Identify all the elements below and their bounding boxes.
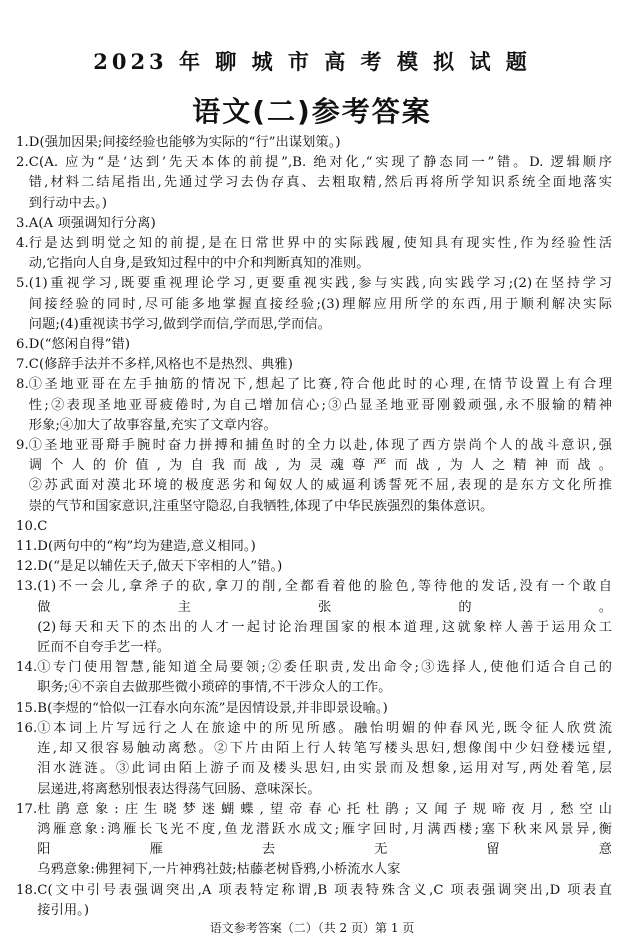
answer-number: 1. bbox=[16, 135, 29, 150]
answer-item bbox=[16, 355, 612, 375]
answer-item bbox=[16, 436, 612, 517]
answer-item bbox=[16, 658, 612, 698]
answer-line: 层递进,将离愁别恨表达得荡气回肠、意味深长。 bbox=[37, 781, 321, 797]
answer-text bbox=[37, 577, 612, 658]
answer-text bbox=[29, 375, 612, 436]
answer-line: C(文中引号表强调突出,A 项表特定称谓,B 项表特殊含义,C 项表强调突出,D 项表直 bbox=[37, 882, 612, 898]
answer-item bbox=[16, 881, 612, 921]
answer-line: D(“悠闲自得”错) bbox=[28, 337, 131, 353]
answer-line: A(A 项强调知行分离) bbox=[28, 215, 156, 231]
answer-text bbox=[37, 699, 612, 719]
answer-line: 形象;④加大了故事容量,充实了文章内容。 bbox=[28, 417, 277, 433]
answer-text bbox=[37, 800, 612, 881]
answer-line: 阳雁去无留意 bbox=[37, 842, 612, 858]
answer-number: 15. bbox=[16, 700, 38, 716]
answer-text bbox=[37, 557, 612, 577]
page-footer: 语文参考答案（二）（共 2 页）第 1 页 bbox=[209, 921, 415, 935]
answer-text bbox=[29, 355, 612, 375]
answer-list bbox=[16, 133, 612, 921]
answer-text bbox=[29, 153, 612, 214]
answer-number: 7. bbox=[16, 357, 29, 373]
answer-line: 连,却又很容易触动离愁。②下片由陌上行人转笔写楼头思妇,想像闺中少妇登楼远望, bbox=[37, 741, 612, 757]
subject-title: 语文(二)参考答案 bbox=[192, 95, 432, 128]
exam-title: 2023 年 聊 城 市 高 考 模 拟 试 题 bbox=[93, 49, 531, 74]
answer-number: 18. bbox=[16, 882, 38, 898]
answer-line: C bbox=[37, 518, 48, 534]
answer-item bbox=[16, 214, 612, 234]
answer-line: D(两句中的“构”均为建造,意义相同。) bbox=[37, 539, 256, 555]
answer-text bbox=[37, 658, 612, 698]
answer-line: B(李煜的“恰似一江春水向东流”是因情设景,并非即景设喻。) bbox=[37, 700, 388, 716]
answer-line: 间接经验的同时,尽可能多地掌握直接经验;(3)理解应用所学的东西,用于顺利解决实际 bbox=[28, 296, 612, 312]
answer-text bbox=[29, 234, 612, 274]
answer-line: 崇的气节和国家意识,注重坚守隐忍,自我牺牲,体现了中华民族强烈的集体意识。 bbox=[28, 498, 494, 514]
answer-line: 动,它指向人自身,是致知过程中的中介和判断真知的准则。 bbox=[28, 256, 370, 272]
answer-line: D(强加因果;间接经验也能够为实际的“行”出谋划策。) bbox=[28, 135, 341, 150]
answer-number: 9. bbox=[16, 438, 29, 454]
answer-item bbox=[16, 557, 612, 577]
answer-number: 16. bbox=[16, 720, 38, 736]
answer-item bbox=[16, 577, 612, 658]
answer-number: 6. bbox=[16, 337, 29, 353]
answer-number: 12. bbox=[16, 559, 38, 575]
answer-item bbox=[16, 517, 612, 537]
answer-number: 14. bbox=[16, 660, 38, 676]
answer-number: 4. bbox=[16, 236, 29, 252]
answer-line: ②苏武面对漠北环境的极度恶劣和匈奴人的威逼利诱誓死不屈,表现的是东方文化所推 bbox=[28, 478, 612, 494]
answer-item bbox=[16, 537, 612, 557]
answer-line: ①专门使用智慧,能知道全局要领;②委任职责,发出命令;③选择人,使他们适合自己的 bbox=[37, 660, 612, 676]
answer-text bbox=[29, 436, 612, 517]
answer-line: 行是达到明觉之知的前提,是在日常世界中的实际践履,使知具有现实性,作为经验性活 bbox=[28, 236, 612, 252]
answer-number: 11. bbox=[16, 539, 38, 555]
answer-item bbox=[16, 133, 612, 153]
answer-item bbox=[16, 274, 612, 335]
answer-item bbox=[16, 699, 612, 719]
answer-item bbox=[16, 375, 612, 436]
answer-text bbox=[29, 274, 612, 335]
answer-line: 做主张的。 bbox=[37, 599, 612, 615]
answer-text bbox=[37, 881, 612, 921]
answer-number: 3. bbox=[16, 215, 29, 231]
answer-line: (1)重视学习,既要重视理论学习,更要重视实践,参与实践,向实践学习;(2)在坚持学习 bbox=[28, 276, 612, 292]
answer-item bbox=[16, 153, 612, 214]
answer-line: C(修辞手法并不多样,风格也不是热烈、典雅) bbox=[28, 357, 293, 373]
answer-number: 13. bbox=[16, 579, 38, 595]
answer-line: 问题;(4)重视读书学习,做到学而信,学而思,学而信。 bbox=[28, 316, 331, 332]
answer-line: 错,材料二结尾指出,先通过学习去伪存真、去粗取精,然后再将所学知识系统全面地落实 bbox=[28, 175, 612, 191]
answer-text bbox=[29, 335, 612, 355]
answer-line: D(“是足以辅佐天子,做天下宰相的人”错。) bbox=[37, 559, 283, 575]
answer-line: 匠而不自夸手艺一样。 bbox=[37, 640, 171, 656]
answer-line: 乌鸦意象:佛狸祠下,一片神鸦社鼓;枯藤老树昏鸦,小桥流水人家 bbox=[37, 862, 401, 878]
answer-line: (2)每天和天下的杰出的人才一起讨论治理国家的根本道理,这就象梓人善于运用众工 bbox=[37, 619, 612, 635]
answer-number: 10. bbox=[16, 518, 38, 534]
answer-line: 泪水涟涟。③此词由陌上游子而及楼头思妇,由实景而及想象,运用对写,两处着笔,层 bbox=[37, 761, 612, 777]
answer-line: 调个人的价值,为自我而战,为灵魂尊严而战,为人之精神而战。 bbox=[28, 458, 612, 474]
answer-line: 接引用。) bbox=[37, 902, 90, 918]
answer-line: 职务;④不亲自去做那些微小琐碎的事情,不干涉众人的工作。 bbox=[37, 680, 392, 696]
answer-line: C(A. 应为“是‘达到’先天本体的前提”,B. 绝对化,“实现了静态同一”错。D. 逻辑顺序 bbox=[28, 155, 612, 171]
answer-item bbox=[16, 719, 612, 800]
answer-number: 5. bbox=[16, 276, 29, 292]
answer-number: 2. bbox=[16, 155, 29, 171]
answer-line: (1)不一会儿,拿斧子的砍,拿刀的削,全都看着他的脸色,等待他的发话,没有一个敢自 bbox=[37, 579, 612, 595]
answer-line: 杜鹃意象:庄生晓梦迷蝴蝶,望帝春心托杜鹃;又闻子规啼夜月,愁空山 bbox=[37, 801, 612, 817]
answer-item bbox=[16, 234, 612, 274]
answer-line: ①本词上片写远行之人在旅途中的所见所感。融怡明媚的仲春风光,既令征人欣赏流 bbox=[37, 720, 612, 736]
answer-line: 鸿雁意象:鸿雁长飞光不度,鱼龙潜跃水成文;雁字回时,月满西楼;塞下秋来风景异,衡 bbox=[37, 821, 612, 837]
answer-text bbox=[37, 517, 612, 537]
answer-line: ①圣地亚哥在左手抽筋的情况下,想起了比赛,符合他此时的心理,在情节设置上有合理 bbox=[28, 377, 612, 393]
answer-line: ①圣地亚哥搿手腕时奋力拼搏和捕鱼时的全力以赴,体现了西方崇尚个人的战斗意识,强 bbox=[28, 438, 612, 454]
answer-item bbox=[16, 800, 612, 881]
answer-text bbox=[29, 214, 612, 234]
answer-line: 性;②表现圣地亚哥疲倦时,为自己增加信心;③凸显圣地亚哥刚毅顽强,永不服输的精神 bbox=[28, 397, 612, 413]
answer-line: 到行动中去。) bbox=[28, 195, 108, 211]
answer-item bbox=[16, 335, 612, 355]
answer-text bbox=[37, 537, 612, 557]
answer-number: 8. bbox=[16, 377, 29, 393]
answer-number: 17. bbox=[16, 801, 38, 817]
answer-text bbox=[37, 719, 612, 800]
answer-text bbox=[29, 133, 612, 153]
